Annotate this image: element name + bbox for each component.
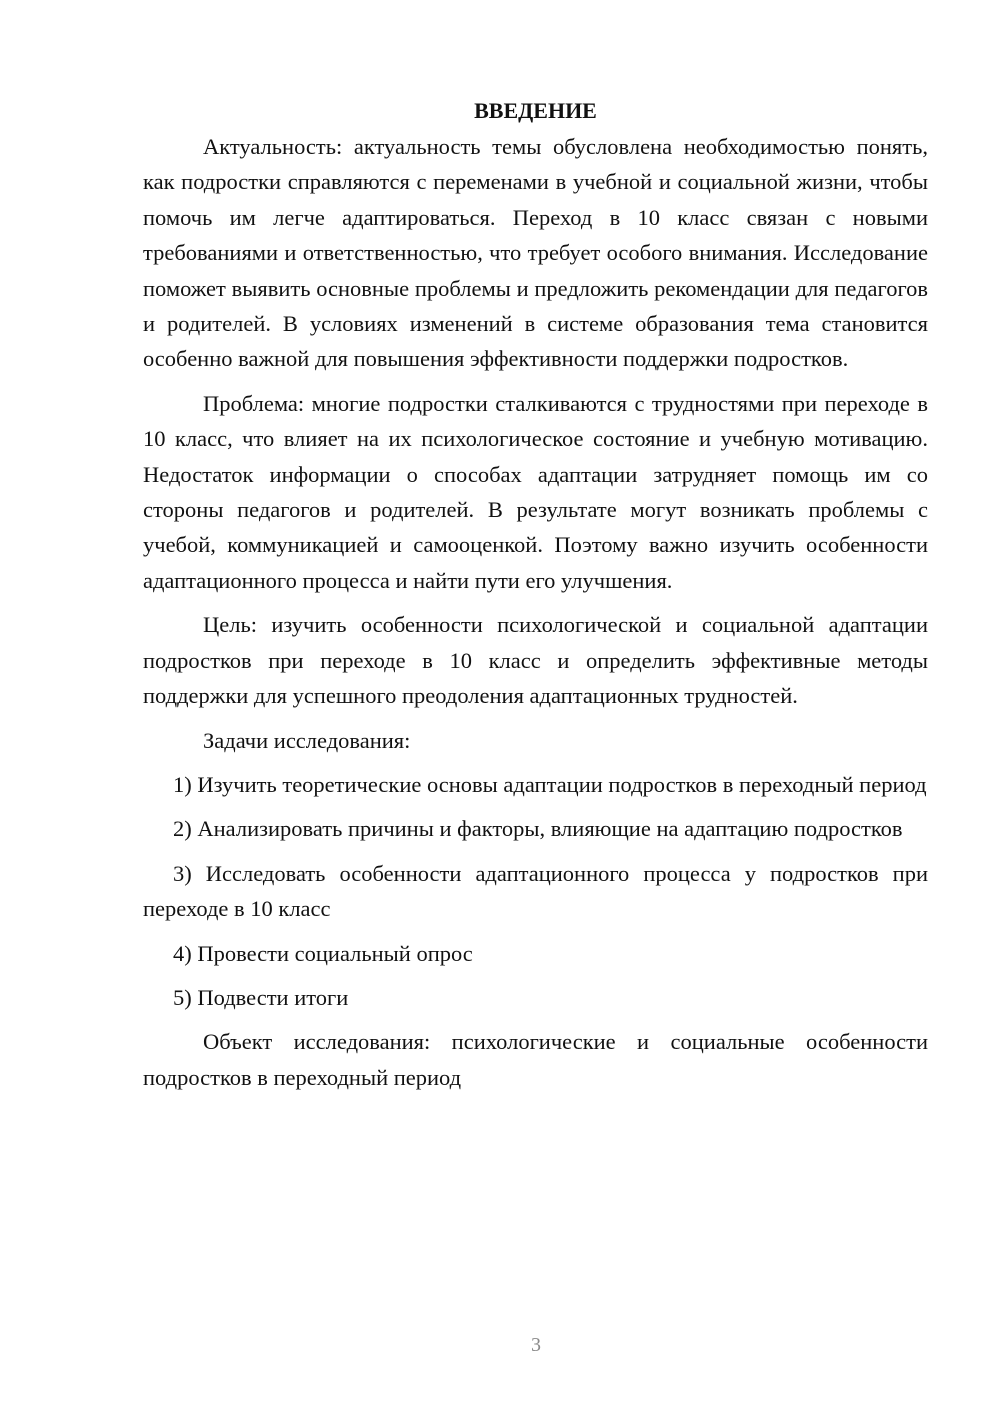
tasks-list	[143, 767, 928, 1015]
paragraph-object: Объект исследования: психологические и социальные особенности подростков в переходный период	[143, 1029, 928, 1090]
page-content	[143, 93, 928, 1104]
page-number: 3	[531, 1334, 541, 1356]
paragraph-problem: Проблема: многие подростки сталкиваются с трудностями при переходе в 10 класс, что влияет на их психологическое состояние и учебную мотивацию. Недостаток информации о способах адаптации затрудняет помощь им со стороны педагогов и родителей. В результате могут возникать проблемы с учебой, коммуникацией и самооценкой. Поэтому важно изучить особенности адаптационного процесса и найти пути его улучшения.	[143, 390, 928, 593]
task-item-3: 3) Исследовать особенности адаптационного процесса у подростков при переходе в 10 класс	[143, 860, 928, 922]
task-item-1: 1) Изучить теоретические основы адаптации подростков в переходный период	[173, 771, 927, 797]
paragraph-tasks-heading: Задачи исследования:	[203, 727, 411, 753]
paragraph-relevance: Актуальность: актуальность темы обусловлена необходимостью понять, как подростки справляются с переменами в учебной и социальной жизни, чтобы помочь им легче адаптироваться. Переход в 10 класс связан с новыми требованиями и ответственностью, что требует особого внимания. Исследование поможет выявить основные проблемы и предложить рекомендации для педагогов и родителей. В условиях изменений в системе образования тема становится особенно важной для повышения эффективности поддержки подростков.	[143, 134, 928, 372]
task-item-2: 2) Анализировать причины и факторы, влияющие на адаптацию подростков	[173, 816, 903, 842]
section-heading: ВВЕДЕНИЕ	[474, 98, 597, 123]
paragraph-goal: Цель: изучить особенности психологической и социальной адаптации подростков при переходе в 10 класс и определить эффективные методы поддержки для успешного преодоления адаптационных трудностей.	[143, 612, 928, 709]
task-item-4: 4) Провести социальный опрос	[173, 940, 473, 966]
task-item-5: 5) Подвести итоги	[173, 984, 349, 1010]
